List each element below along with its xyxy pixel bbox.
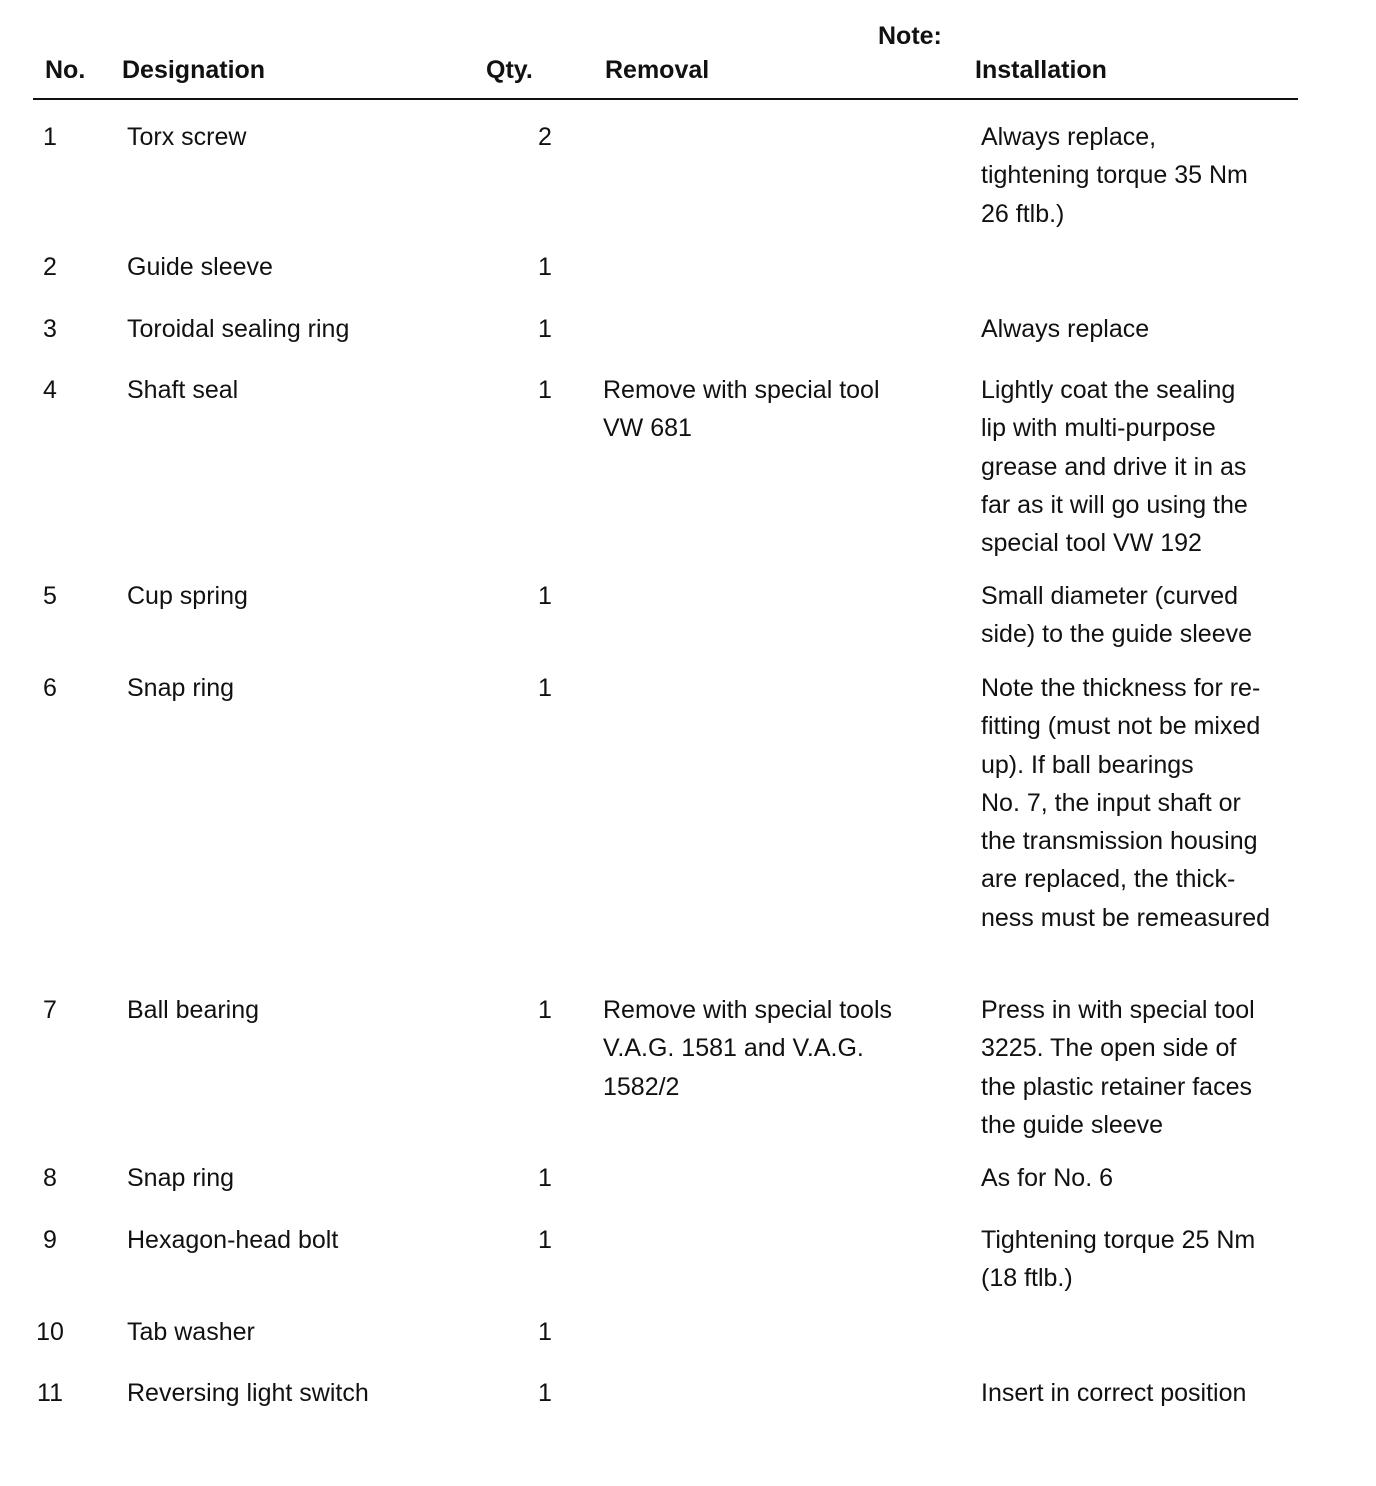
cell-designation: Ball bearing	[127, 996, 260, 1024]
cell-no: 1	[43, 123, 57, 151]
cell-qty: 1	[538, 253, 552, 281]
cell-qty: 1	[538, 996, 552, 1024]
cell-no: 2	[43, 253, 57, 281]
cell-qty: 1	[538, 315, 552, 343]
cell-installation: Press in with special tool 3225. The open side of the plastic retainer faces the guide sleeve	[981, 996, 1255, 1139]
cell-designation: Hexagon-head bolt	[127, 1226, 339, 1254]
cell-removal: Remove with special tools V.A.G. 1581 and V.A.G. 1582/2	[603, 996, 893, 1101]
cell-designation: Shaft seal	[127, 376, 239, 404]
cell-installation: Lightly coat the sealing lip with multi-purpose grease and drive it in as far as it will go using the special tool VW 192	[981, 376, 1248, 558]
cell-installation: Small diameter (curved side) to the guide sleeve	[981, 582, 1253, 649]
cell-no: 3	[43, 315, 57, 343]
column-header-no: No.	[45, 56, 86, 84]
column-header-installation: Installation	[975, 56, 1107, 84]
cell-removal: Remove with special tool VW 681	[603, 376, 880, 443]
cell-no: 4	[43, 376, 57, 404]
cell-designation: Tab washer	[127, 1318, 255, 1346]
column-header-removal: Removal	[605, 56, 710, 84]
cell-no: 9	[43, 1226, 57, 1254]
cell-designation: Toroidal sealing ring	[127, 315, 350, 343]
cell-designation: Snap ring	[127, 674, 235, 702]
cell-no: 10	[36, 1318, 64, 1346]
cell-designation: Cup spring	[127, 582, 248, 610]
cell-installation: As for No. 6	[981, 1164, 1113, 1192]
cell-qty: 1	[538, 1318, 552, 1346]
cell-no: 6	[43, 674, 57, 702]
cell-qty: 2	[538, 123, 552, 151]
cell-qty: 1	[538, 1226, 552, 1254]
cell-qty: 1	[538, 376, 552, 404]
note-heading: Note:	[878, 22, 942, 50]
cell-qty: 1	[538, 582, 552, 610]
column-header-designation: Designation	[122, 56, 266, 84]
cell-designation: Torx screw	[127, 123, 247, 151]
cell-designation: Guide sleeve	[127, 253, 273, 281]
cell-installation: Always replace	[981, 315, 1150, 343]
cell-installation: Note the thickness for re- fitting (must not be mixed up). If ball bearings No. 7, the input shaft or the transmission housing are replaced, the thick- ness must be remeasured	[981, 674, 1271, 932]
cell-qty: 1	[538, 674, 552, 702]
column-header-qty: Qty.	[486, 56, 533, 84]
cell-installation: Tightening torque 25 Nm (18 ftlb.)	[981, 1226, 1256, 1293]
cell-designation: Snap ring	[127, 1164, 235, 1192]
cell-qty: 1	[538, 1164, 552, 1192]
cell-no: 8	[43, 1164, 57, 1192]
cell-installation: Insert in correct position	[981, 1379, 1247, 1407]
cell-no: 5	[43, 582, 57, 610]
cell-installation: Always replace, tightening torque 35 Nm 26 ftlb.)	[981, 123, 1248, 228]
cell-qty: 1	[538, 1379, 552, 1407]
cell-no: 11	[37, 1379, 63, 1407]
cell-no: 7	[43, 996, 57, 1024]
header-divider	[33, 98, 1298, 100]
cell-designation: Reversing light switch	[127, 1379, 369, 1407]
